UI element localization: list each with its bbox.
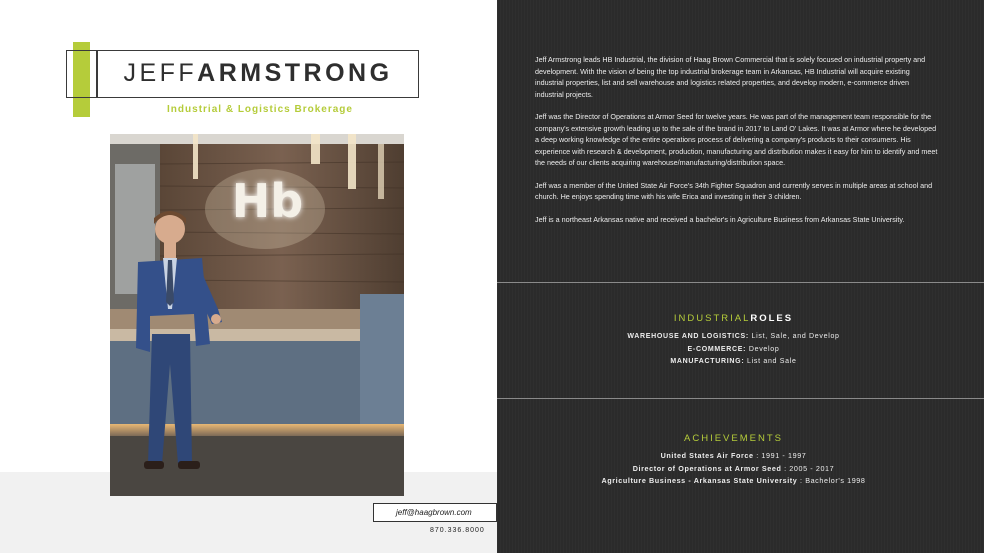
list-item: Director of Operations at Armor Seed : 2005 - 2017 — [632, 463, 835, 473]
roles-list — [497, 331, 970, 369]
name-box — [66, 50, 419, 98]
section-divider — [497, 282, 984, 283]
right-panel — [497, 0, 984, 553]
list-item: Agriculture Business - Arkansas State University : Bachelor's 1998 — [601, 476, 866, 485]
list-item: MANUFACTURING: List and Sale — [670, 358, 797, 365]
tagline: Industrial & Logistics Brokerage — [167, 104, 353, 115]
name-last: ARMSTRONG — [197, 59, 393, 87]
bio-paragraph: Jeff Armstrong leads HB Industrial, the division of Haag Brown Commercial that is solely focused on industrial property and development. With the vision of being the top industrial brokerage team in Arkansas, HB Industrial will acquire existing industrial properties, list and sell warehouse and logistics related properties, and develop modern, e-commerce driven industrial projects. — [535, 55, 926, 99]
sign-logo: Hb — [231, 174, 304, 228]
name-first: JEFF — [123, 59, 198, 87]
bio-paragraph: Jeff was a member of the United State Air Force's 34th Fighter Squadron and currently serves in multiple areas at school and church. He enjoys spending time with his wife Erica and investing in their 3 children. — [535, 180, 933, 201]
portrait-photo — [110, 134, 404, 496]
phone-number[interactable]: 870.336.8000 — [430, 527, 485, 534]
roles-heading — [497, 313, 970, 324]
email-link[interactable]: jeff@haagbrown.com — [396, 508, 472, 517]
section-divider — [497, 398, 984, 399]
page-title — [98, 51, 418, 96]
email-box[interactable] — [373, 503, 497, 522]
roles-heading-accent: INDUSTRIAL — [673, 313, 751, 324]
list-item: United States Air Force : 1991 - 1997 — [660, 451, 807, 460]
bio-section — [535, 54, 939, 236]
achievements-list — [497, 450, 970, 488]
roles-heading-bold: ROLES — [750, 313, 794, 324]
list-item: E-COMMERCE: Develop — [687, 345, 780, 353]
achievements-heading: ACHIEVEMENTS — [684, 433, 783, 444]
list-item: WAREHOUSE AND LOGISTICS: List, Sale, and Develop — [627, 333, 840, 340]
bio-paragraph: Jeff is a northeast Arkansas native and received a bachelor's in Agriculture Business from Arkansas State University. — [535, 214, 905, 224]
bio-paragraph: Jeff was the Director of Operations at Armor Seed for twelve years. He was part of the management team responsible for the company's extensive growth leading up to the sale of the brand in 2017 to Land O' Lakes. It was at Armor where he developed a deep working knowledge of the entire operations process of delivering a company's products to their consumers. His experience with research & development, production, manufacturing and distribution makes it easy for him to identify and meet the needs of our clients acquiring warehouse/manufacturing/distribution space. — [535, 112, 938, 167]
